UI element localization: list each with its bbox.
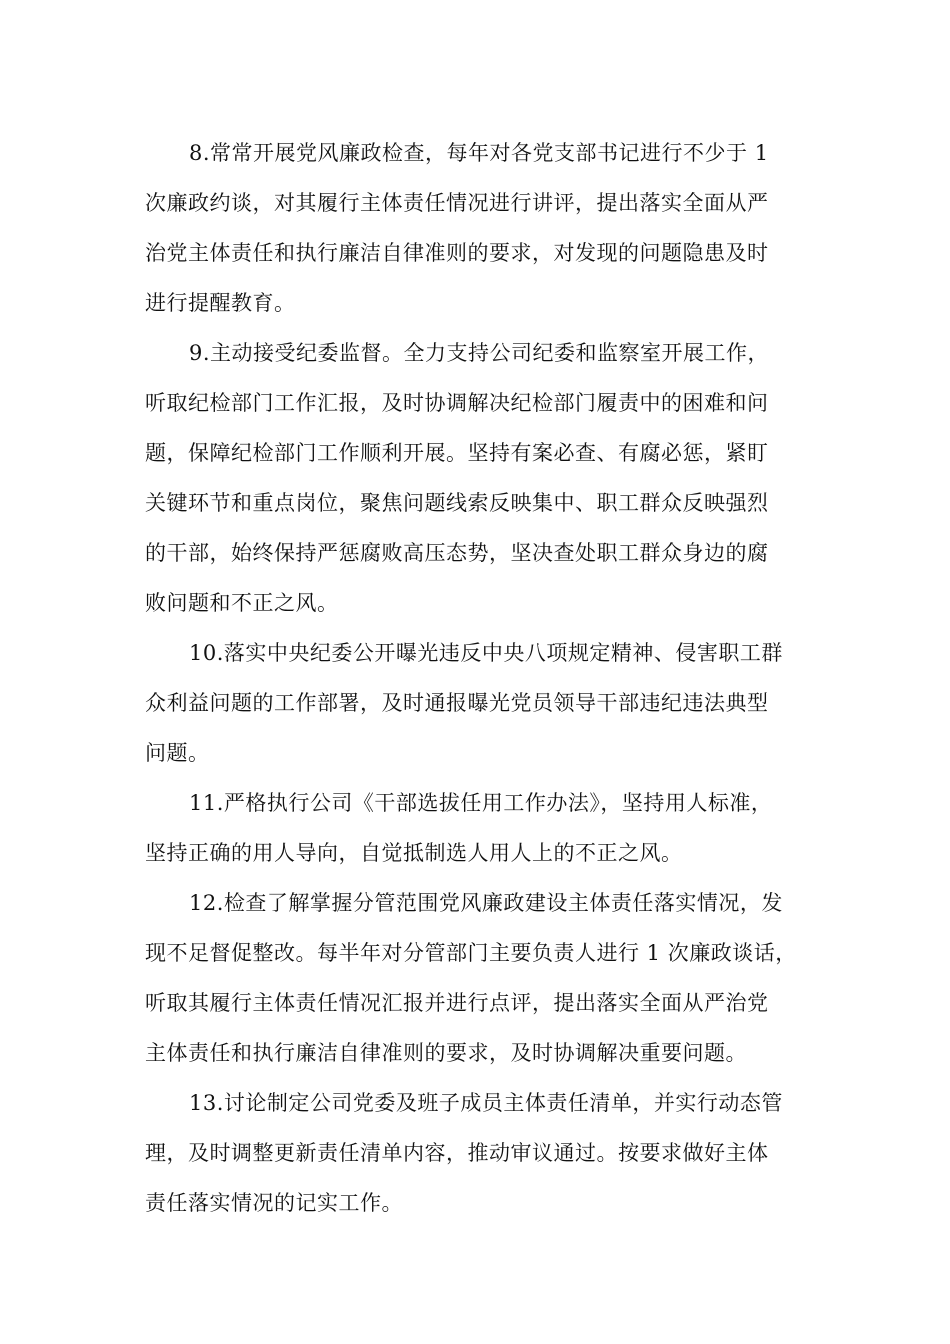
paragraph-line: 8.常常开展党风廉政检查，每年对各党支部书记进行不少于 1 — [189, 141, 769, 165]
paragraph-8 — [145, 128, 825, 328]
paragraph-line: 理，及时调整更新责任清单内容，推动审议通过。按要求做好主体 — [145, 1141, 769, 1165]
paragraph-11 — [145, 778, 825, 878]
paragraph-line: 治党主体责任和执行廉洁自律准则的要求，对发现的问题隐患及时 — [145, 241, 769, 265]
paragraph-line: 败问题和不正之风。 — [145, 591, 339, 615]
paragraph-9 — [145, 328, 825, 628]
paragraph-line: 11.严格执行公司《干部选拔任用工作办法》，坚持用人标准， — [189, 791, 773, 815]
paragraph-line: 10.落实中央纪委公开曝光违反中央八项规定精神、侵害职工群 — [189, 641, 783, 665]
paragraph-line: 众利益问题的工作部署，及时通报曝光党员领导干部违纪违法典型 — [145, 691, 769, 715]
paragraph-line: 坚持正确的用人导向，自觉抵制选人用人上的不正之风。 — [145, 841, 683, 865]
paragraph-line: 关键环节和重点岗位，聚焦问题线索反映集中、职工群众反映强烈 — [145, 491, 769, 515]
document-body — [145, 128, 825, 1228]
paragraph-line: 问题。 — [145, 741, 210, 765]
paragraph-line: 责任落实情况的记实工作。 — [145, 1191, 403, 1215]
paragraph-10 — [145, 628, 825, 778]
paragraph-line: 主体责任和执行廉洁自律准则的要求，及时协调解决重要问题。 — [145, 1041, 747, 1065]
paragraph-12 — [145, 878, 825, 1078]
paragraph-line: 进行提醒教育。 — [145, 291, 296, 315]
paragraph-line: 的干部，始终保持严惩腐败高压态势，坚决查处职工群众身边的腐 — [145, 541, 769, 565]
paragraph-13 — [145, 1078, 825, 1228]
paragraph-line: 题，保障纪检部门工作顺利开展。坚持有案必查、有腐必惩，紧盯 — [145, 441, 769, 465]
paragraph-line: 现不足督促整改。每半年对分管部门主要负责人进行 1 次廉政谈话， — [145, 941, 797, 965]
paragraph-line: 听取其履行主体责任情况汇报并进行点评，提出落实全面从严治党 — [145, 991, 769, 1015]
paragraph-line: 听取纪检部门工作汇报，及时协调解决纪检部门履责中的困难和问 — [145, 391, 769, 415]
paragraph-line: 9.主动接受纪委监督。全力支持公司纪委和监察室开展工作， — [189, 341, 770, 365]
paragraph-line: 次廉政约谈，对其履行主体责任情况进行讲评，提出落实全面从严 — [145, 191, 769, 215]
paragraph-line: 12.检查了解掌握分管范围党风廉政建设主体责任落实情况，发 — [189, 891, 783, 915]
paragraph-line: 13.讨论制定公司党委及班子成员主体责任清单，并实行动态管 — [189, 1091, 783, 1115]
